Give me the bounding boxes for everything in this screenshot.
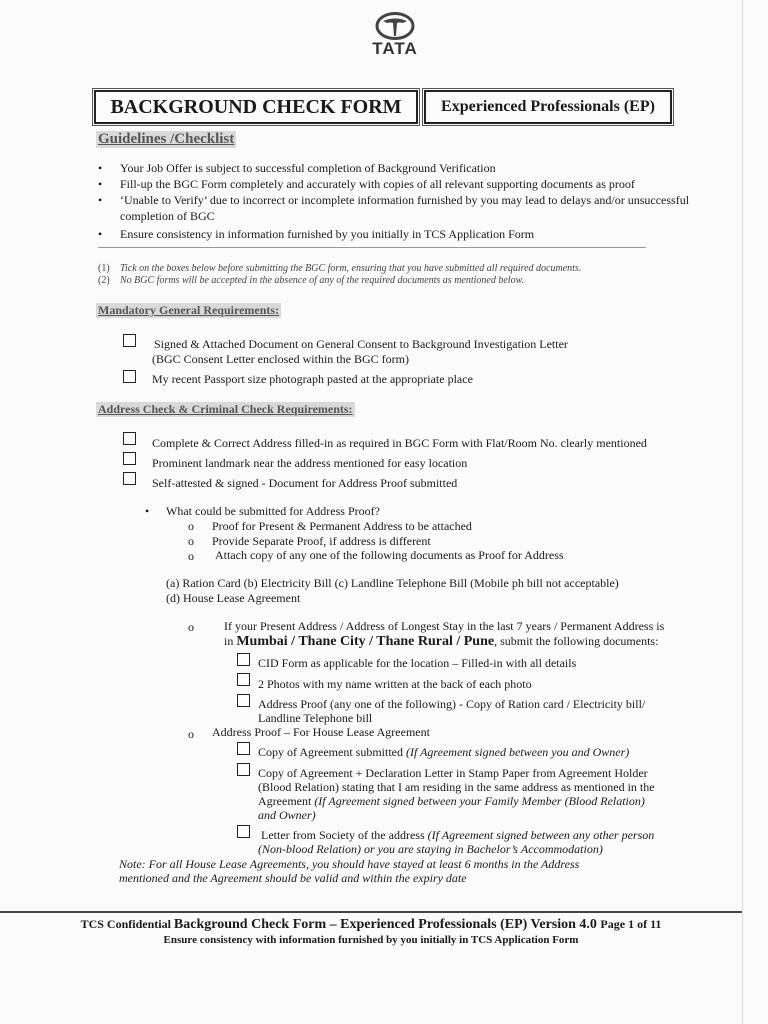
landmark-label: Prominent landmark near the address mentioned for easy location [152,456,468,470]
footer-rule [0,911,742,913]
proof-checkbox[interactable] [123,472,136,485]
guideline-item: • Fill-up the BGC Form completely and accurately with copies of all relevant supporting documents as proof [98,176,698,192]
lease-copy-checkbox[interactable] [237,742,250,755]
consent-sublabel: (BGC Consent Letter enclosed within the BGC form) [152,352,409,366]
docs-line: (d) House Lease Agreement [166,591,301,605]
address-proof-label: Address Proof (any one of the following) - Copy of Ration card / Electricity bill/ [258,697,646,711]
consent-checkbox[interactable] [123,334,136,347]
footer-line: TCS Confidential Background Check Form – Experienced Professionals (EP) Version 4.0 Page 1 of 11 [80,917,662,932]
society-letter-checkbox[interactable] [237,825,250,838]
photo-checkbox[interactable] [123,370,136,383]
logo-text: TATA [372,39,418,58]
address-proof-subitem: Provide Separate Proof, if address is different [212,534,431,548]
address-label: Complete & Correct Address filled-in as required in BGC Form with Flat/Room No. clearly mentioned [152,436,647,450]
photos-label: 2 Photos with my name written at the back of each photo [258,677,532,691]
circle-bullet-icon: o [188,727,194,741]
proof-label: Self-attested & signed - Document for Address Proof submitted [152,476,458,490]
lease-declaration-checkbox[interactable] [237,763,250,776]
tata-emblem-icon [375,12,415,40]
cid-form-checkbox[interactable] [237,653,250,666]
circle-bullet-icon: o [188,549,194,563]
lease-declaration-label: Copy of Agreement + Declaration Letter in Stamp Paper from Agreement Holder [258,766,648,780]
bullet-icon: • [145,504,150,518]
lease-note: Note: For all House Lease Agreements, you should have stayed at least 6 months in the Address [119,857,580,871]
address-proof-label-2: Landline Telephone bill [258,711,373,725]
guidelines-heading: Guidelines /Checklist [98,131,235,147]
address-checkbox[interactable] [123,432,136,445]
guideline-item: • ‘Unable to Verify’ due to incorrect or incomplete information furnished by you may lead to delays and/or unsuccessful completion of BGC [98,192,698,224]
lease-declaration-label: (Blood Relation) stating that I am residing in the same address as mentioned in the [258,780,655,794]
lease-declaration-label: and Owner) [258,808,316,822]
page-edge [742,0,743,1024]
mumbai-line: If your Present Address / Address of Longest Stay in the last 7 years / Permanent Address is [224,619,665,633]
circle-bullet-icon: o [188,534,194,548]
divider [98,247,646,248]
address-proof-subitem: Proof for Present & Permanent Address to be attached [212,519,472,533]
form-subtitle: Experienced Professionals (EP) [424,90,672,124]
docs-line: (a) Ration Card (b) Electricity Bill (c) Landline Telephone Bill (Mobile ph bill not acceptable) [166,576,619,590]
circle-bullet-icon: o [188,620,194,634]
form-title: BACKGROUND CHECK FORM [94,90,418,124]
society-letter-label: Letter from Society of the address (If Agreement signed between any other person [261,828,655,842]
lease-copy-label: Copy of Agreement submitted (If Agreement signed between you and Owner) [258,745,630,759]
note-line: (1) Tick on the boxes below before submitting the BGC form, ensuring that you have submitted all required documents. [98,263,582,274]
address-proof-question: What could be submitted for Address Proof? [166,504,380,518]
landmark-checkbox[interactable] [123,452,136,465]
address-proof-checkbox[interactable] [237,694,250,707]
photo-label: My recent Passport size photograph pasted at the appropriate place [152,372,473,386]
lease-declaration-label: Agreement (If Agreement signed between your Family Member (Blood Relation) [258,794,645,808]
footer-note: Ensure consistency with information furnished by you initially in TCS Application Form [163,934,579,946]
guideline-item: • Ensure consistency in information furnished by you initially in TCS Application Form [98,226,698,242]
note-line: (2) No BGC forms will be accepted in the absence of any of the required documents as mentioned below. [98,275,524,286]
address-proof-subitem: Attach copy of any one of the following documents as Proof for Address [215,548,564,562]
address-heading: Address Check & Criminal Check Requirements: [98,402,353,416]
lease-heading: Address Proof – For House Lease Agreement [212,725,430,739]
circle-bullet-icon: o [188,519,194,533]
lease-note: mentioned and the Agreement should be valid and within the expiry date [119,871,467,885]
consent-label: Signed & Attached Document on General Consent to Background Investigation Letter [154,337,568,351]
guideline-item: • Your Job Offer is subject to successful completion of Background Verification [98,160,698,176]
photos-checkbox[interactable] [237,673,250,686]
instructions-notes [98,263,678,287]
mandatory-heading: Mandatory General Requirements: [98,303,280,317]
cid-form-label: CID Form as applicable for the location – Filled-in with all details [258,656,577,670]
society-letter-label: (Non-blood Relation) or you are staying in Bachelor’s Accommodation) [258,842,603,856]
mumbai-cities: Mumbai / Thane City / Thane Rural / Pune [236,634,495,649]
mumbai-line: in Mumbai / Thane City / Thane Rural / Pune, submit the following documents: [224,634,659,649]
guidelines-list [98,160,698,242]
tata-logo [355,12,435,59]
